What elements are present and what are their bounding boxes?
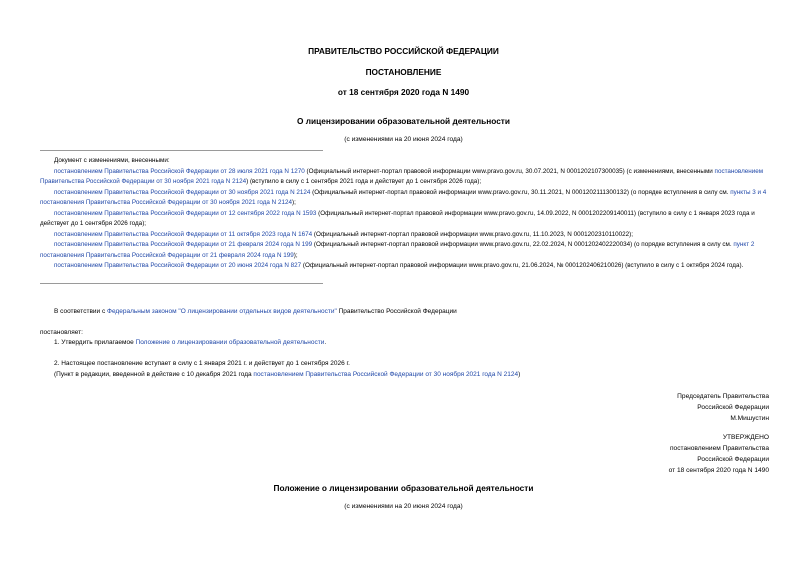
history-intro: Документ с изменениями, внесенными: xyxy=(54,157,170,164)
clause-2-text: 2. Настоящее постановление вступает в силу с 1 января 2021 г. и действует до 1 сентября 2026 г. xyxy=(54,360,350,367)
history-item-link[interactable]: постановлением Правительства Российской Федерации от 11 октября 2023 года N 1674 xyxy=(54,230,313,238)
clause-2 xyxy=(40,359,769,380)
document-title: О лицензировании образовательной деятельности xyxy=(297,116,510,126)
approval-date-number: от 18 сентября 2020 года N 1490 xyxy=(668,467,769,474)
signature-block xyxy=(677,391,769,424)
clause-1 xyxy=(40,338,769,349)
history-item-link[interactable]: постановлением Правительства Российской Федерации от 12 сентября 2022 года N 1593 xyxy=(54,209,317,217)
federal-law-link[interactable]: Федеральным законом "О лицензировании отдельных видов деятельности" xyxy=(107,308,337,315)
history-item xyxy=(40,188,769,209)
clause-2-note-end: ) xyxy=(518,370,521,378)
appendix-changes-note: (с изменениями на 20 июня 2024 года) xyxy=(344,503,463,510)
approval-issuer: постановлением Правительства xyxy=(669,445,769,452)
history-bottom-divider xyxy=(40,283,323,284)
history-item-link[interactable]: постановлением Правительства Российской Федерации от 20 июня 2024 года N 827 xyxy=(54,262,302,269)
signature-name: М.Мишустин xyxy=(730,415,769,422)
clause-2-note: (Пункт в редакции, введенной в действие с 10 декабря 2021 года xyxy=(54,370,254,378)
history-item-link[interactable]: постановлением Правительства Российской Федерации от 28 июля 2021 года N 1270 xyxy=(54,167,305,175)
history-item xyxy=(40,230,769,241)
history-item-text: (Официальный интернет-портал правовой информации www.pravo.gov.ru, 30.11.2021, N 0001202111300132) (о порядке вступления в силу см. xyxy=(310,188,731,196)
clause-1-end: . xyxy=(324,339,327,346)
approval-label: УТВЕРЖДЕНО xyxy=(722,434,769,441)
regulation-link[interactable]: Положение о лицензировании образовательной деятельности xyxy=(135,339,325,346)
history-item-text: (Официальный интернет-портал правовой информации www.pravo.gov.ru, 30.07.2021, N 0001202107300035) (с изменениями, внесенными xyxy=(304,167,715,175)
preamble-text: В соответствии с xyxy=(54,308,108,315)
decides-line xyxy=(40,328,769,339)
history-item xyxy=(40,261,769,272)
history-item-text-2: ); xyxy=(293,251,298,259)
history-item xyxy=(40,167,769,188)
history-item-link-2[interactable]: постановлением Правительства Российской Федерации от 30 ноября 2021 года N 2124 xyxy=(40,167,764,185)
approval-organization: Российской Федерации xyxy=(697,456,769,463)
history-item xyxy=(40,240,769,261)
amendment-history xyxy=(40,156,769,272)
document-type-heading: ПОСТАНОВЛЕНИЕ xyxy=(365,67,442,77)
history-item-link-2[interactable]: пункты 3 и 4 постановления Правительства Российской Федерации от 30 ноября 2021 года N 2124 xyxy=(40,188,767,206)
history-item-link[interactable]: постановлением Правительства Российской Федерации от 30 ноября 2021 года N 2124 xyxy=(54,188,311,196)
signature-position: Председатель Правительства xyxy=(677,393,769,400)
clause-1-text: 1. Утвердить прилагаемое xyxy=(54,339,136,346)
government-heading: ПРАВИТЕЛЬСТВО РОССИЙСКОЙ ФЕДЕРАЦИИ xyxy=(308,46,499,56)
decides-text: постановляет: xyxy=(40,329,83,336)
changes-note: (с изменениями на 20 июня 2024 года) xyxy=(344,136,463,143)
appendix-title: Положение о лицензировании образовательной деятельности xyxy=(273,483,534,493)
clause-2-note-link[interactable]: постановлением Правительства Российской Федерации от 30 ноября 2021 года N 2124 xyxy=(253,370,519,378)
history-item xyxy=(40,209,769,230)
history-item-link[interactable]: постановлением Правительства Российской Федерации от 21 февраля 2024 года N 199 xyxy=(54,241,313,248)
document-date-number: от 18 сентября 2020 года N 1490 xyxy=(337,87,470,97)
history-top-divider xyxy=(40,150,323,151)
history-item-text: (Официальный интернет-портал правовой информации www.pravo.gov.ru, 21.06.2024, № 0001202406210026) (вступило в силу с 1 октября 2024 года). xyxy=(301,262,744,269)
history-item-text: (Официальный интернет-портал правовой информации www.pravo.gov.ru, 11.10.2023, N 0001202310110022); xyxy=(312,230,633,238)
history-item-text: (Официальный интернет-портал правовой информации www.pravo.gov.ru, 22.02.2024, N 0001202402220034) (о порядке вступления в силу см. xyxy=(312,241,734,248)
preamble xyxy=(40,307,769,318)
signature-organization: Российской Федерации xyxy=(697,404,769,411)
approval-block xyxy=(669,432,769,476)
preamble-text-end: Правительство Российской Федерации xyxy=(336,308,457,315)
history-item-text-2: ); xyxy=(291,199,296,206)
history-item-text-2: ) (вступило в силу с 1 сентября 2021 года и действует до 1 сентября 2026 года); xyxy=(246,178,482,185)
history-item-text: (Официальный интернет-портал правовой информации www.pravo.gov.ru, 14.09.2022, N 0001202209140011) (вступило в силу с 1 января 2023 года и действует до 1 сентября 2026 года); xyxy=(40,209,755,227)
history-item-link-2[interactable]: пункт 2 постановления Правительства Российской Федерации от 21 февраля 2024 года N 199 xyxy=(40,241,755,259)
